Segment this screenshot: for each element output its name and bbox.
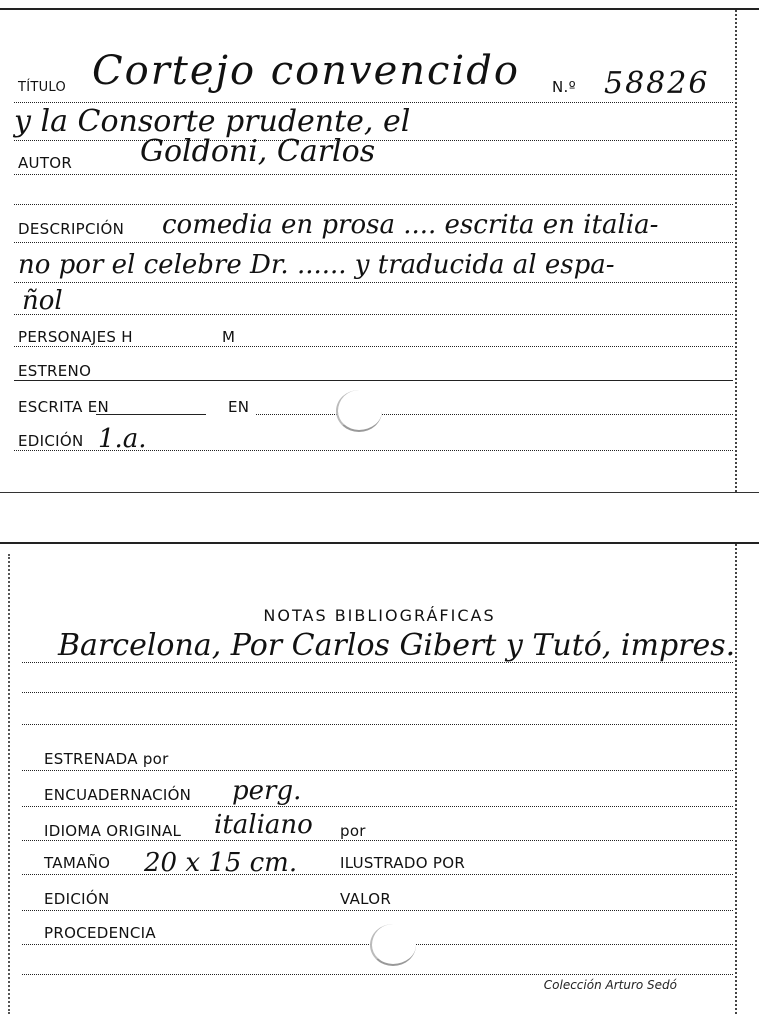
descripcion-line-1: comedia en prosa .... escrita en italia-: [162, 210, 659, 240]
edicion-value: 1.a.: [98, 424, 147, 454]
encuadernacion-value: perg.: [232, 776, 302, 806]
tamano-label: TAMAÑO: [44, 854, 111, 872]
personajes-m-label: M: [222, 328, 236, 346]
procedencia-label: PROCEDENCIA: [44, 924, 156, 942]
blank-rule-back: [22, 974, 733, 975]
notas-value: Barcelona, Por Carlos Gibert y Tutó, impres.: [58, 628, 736, 663]
edicion-back-label: EDICIÓN: [44, 890, 110, 908]
edicion-label: EDICIÓN: [18, 432, 84, 450]
titulo-label: TÍTULO: [18, 80, 67, 95]
escrita-en-blank: [96, 414, 206, 415]
personajes-h-label: PERSONAJES H: [18, 328, 133, 346]
punch-hole-back: [370, 924, 416, 966]
titulo-value: Cortejo convencido: [92, 48, 520, 94]
idioma-label: IDIOMA ORIGINAL: [44, 822, 182, 840]
notas-rule-3: [22, 724, 733, 725]
valor-label: VALOR: [340, 890, 392, 908]
encuadernacion-rule: [22, 806, 733, 807]
tamano-value: 20 x 15 cm.: [144, 848, 298, 878]
catalog-card-front: [0, 8, 759, 493]
descripcion-label: DESCRIPCIÓN: [18, 220, 125, 238]
en-rule: [256, 414, 733, 415]
edicion-back-rule: [22, 910, 733, 911]
card-right-edge: [735, 10, 737, 492]
titulo-rule: [14, 102, 733, 103]
estrenada-label: ESTRENADA por: [44, 750, 169, 768]
notas-rule-1: [22, 662, 733, 663]
ilustrado-por-label: ILUSTRADO POR: [340, 854, 466, 872]
edicion-rule: [14, 450, 733, 451]
estreno-rule: [14, 380, 733, 381]
en-label: EN: [228, 398, 250, 416]
catalog-card-back: [0, 542, 759, 1014]
estreno-label: ESTRENO: [18, 362, 92, 380]
descripcion-rule-3: [14, 314, 733, 315]
idioma-por-label: por: [340, 822, 366, 840]
descripcion-rule-2: [14, 282, 733, 283]
autor-value: Goldoni, Carlos: [140, 134, 376, 169]
escrita-en-label: ESCRITA EN: [18, 398, 110, 416]
punch-hole-front: [336, 390, 382, 432]
descripcion-line-2: no por el celebre Dr. ...... y traducida al espa-: [18, 250, 615, 280]
coleccion-stamp: Colección Arturo Sedó: [543, 978, 677, 992]
idioma-value: italiano: [214, 810, 313, 840]
personajes-rule: [14, 346, 733, 347]
notas-rule-2: [22, 692, 733, 693]
encuadernacion-label: ENCUADERNACIÓN: [44, 786, 192, 804]
notas-heading: NOTAS BIBLIOGRÁFICAS: [263, 606, 496, 625]
descripcion-line-3: ñol: [22, 286, 63, 316]
descripcion-rule-1: [14, 242, 733, 243]
autor-label: AUTOR: [18, 154, 73, 172]
numero-label: N.º: [552, 78, 576, 96]
titulo-continuation: y la Consorte prudente, el: [14, 104, 411, 139]
blank-rule-1: [14, 204, 733, 205]
estrenada-rule: [22, 770, 733, 771]
autor-rule: [14, 174, 733, 175]
idioma-rule: [22, 840, 733, 841]
numero-value: 58826: [604, 66, 710, 101]
tamano-rule: [22, 874, 733, 875]
